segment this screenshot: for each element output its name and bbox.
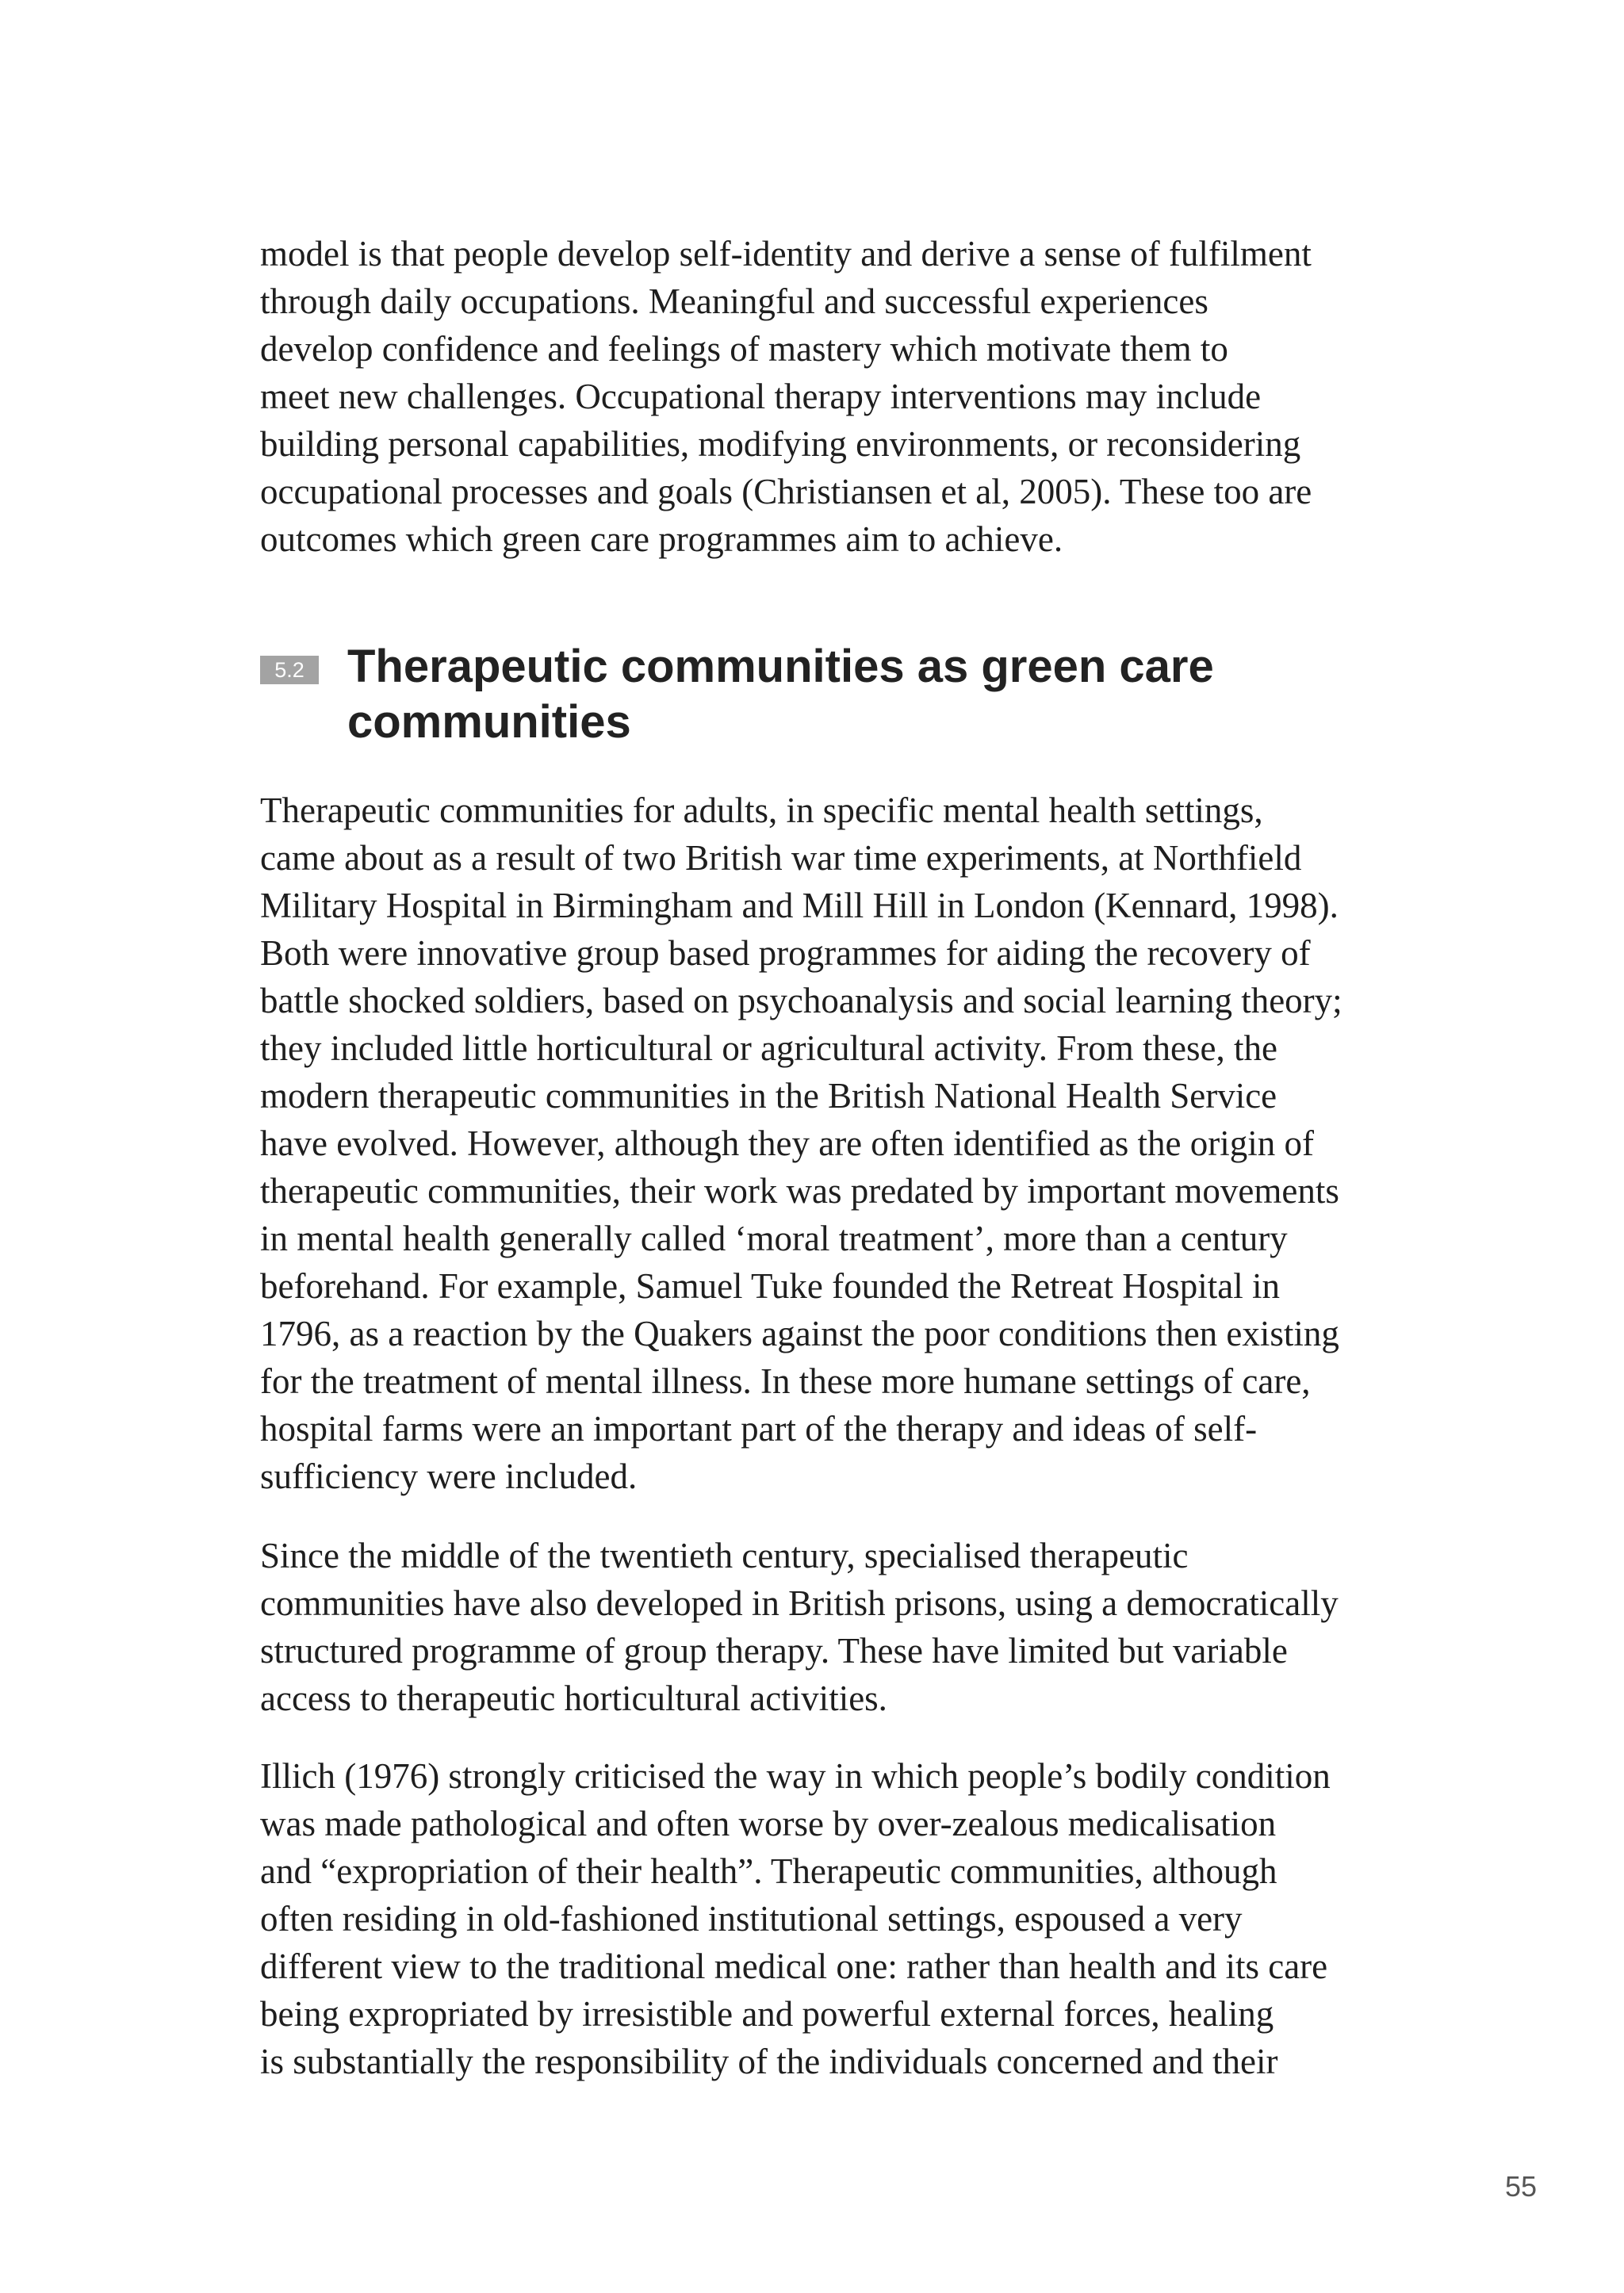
text-line: for the treatment of mental illness. In these more humane settings of care, bbox=[260, 1361, 1311, 1401]
text-line: came about as a result of two British war time experiments, at Northfield bbox=[260, 838, 1302, 878]
text-line: is substantially the responsibility of the individuals concerned and their bbox=[260, 2042, 1278, 2081]
text-line: through daily occupations. Meaningful and successful experiences bbox=[260, 281, 1208, 321]
page-number: 55 bbox=[1504, 2170, 1537, 2203]
text-line: being expropriated by irresistible and powerful external forces, healing bbox=[260, 1994, 1274, 2034]
text-line: occupational processes and goals (Christiansen et al, 2005). These too are bbox=[260, 472, 1312, 511]
text-line: 1796, as a reaction by the Quakers against the poor conditions then existing bbox=[260, 1314, 1339, 1353]
text-line: model is that people develop self-identity and derive a sense of fulfilment bbox=[260, 234, 1312, 274]
text-line: was made pathological and often worse by over-zealous medicalisation bbox=[260, 1804, 1277, 1843]
text-line: they included little horticultural or agricultural activity. From these, the bbox=[260, 1028, 1277, 1068]
section-title-line: Therapeutic communities as green care bbox=[347, 641, 1214, 692]
text-line: modern therapeutic communities in the British National Health Service bbox=[260, 1076, 1277, 1116]
text-line: building personal capabilities, modifying environments, or reconsidering bbox=[260, 424, 1301, 464]
text-line: sufficiency were included. bbox=[260, 1457, 638, 1496]
text-line: battle shocked soldiers, based on psychoanalysis and social learning theory; bbox=[260, 981, 1342, 1020]
paragraph-intro bbox=[260, 230, 1402, 563]
text-line: beforehand. For example, Samuel Tuke founded the Retreat Hospital in bbox=[260, 1266, 1280, 1306]
text-line: Since the middle of the twentieth century, specialised therapeutic bbox=[260, 1536, 1189, 1575]
text-line: therapeutic communities, their work was predated by important movements bbox=[260, 1171, 1339, 1211]
paragraph-prisons bbox=[260, 1532, 1402, 1722]
text-line: Both were innovative group based programmes for aiding the recovery of bbox=[260, 933, 1311, 973]
text-line: Military Hospital in Birmingham and Mill Hill in London (Kennard, 1998). bbox=[260, 886, 1339, 925]
text-line: develop confidence and feelings of mastery which motivate them to bbox=[260, 329, 1228, 369]
text-line: Illich (1976) strongly criticised the way in which people’s bodily condition bbox=[260, 1756, 1331, 1796]
text-line: hospital farms were an important part of the therapy and ideas of self- bbox=[260, 1409, 1258, 1449]
text-line: in mental health generally called ‘moral treatment’, more than a century bbox=[260, 1219, 1288, 1258]
section-title-line: communities bbox=[347, 696, 631, 748]
text-line: different view to the traditional medical one: rather than health and its care bbox=[260, 1947, 1328, 1986]
text-line: access to therapeutic horticultural activities. bbox=[260, 1679, 887, 1718]
text-line: structured programme of group therapy. These have limited but variable bbox=[260, 1631, 1288, 1671]
paragraph-illich bbox=[260, 1752, 1402, 2085]
section-title bbox=[347, 639, 1442, 750]
text-line: outcomes which green care programmes aim to achieve. bbox=[260, 519, 1063, 559]
section-number-badge: 5.2 bbox=[260, 656, 319, 684]
text-line: often residing in old-fashioned institutional settings, espoused a very bbox=[260, 1899, 1243, 1939]
text-line: communities have also developed in British prisons, using a democratically bbox=[260, 1583, 1339, 1623]
text-line: have evolved. However, although they are often identified as the origin of bbox=[260, 1124, 1314, 1163]
paragraph-therapeutic-communities bbox=[260, 787, 1402, 1500]
text-line: Therapeutic communities for adults, in specific mental health settings, bbox=[260, 790, 1263, 830]
text-line: and “expropriation of their health”. Therapeutic communities, although bbox=[260, 1851, 1277, 1891]
text-line: meet new challenges. Occupational therapy interventions may include bbox=[260, 377, 1262, 416]
